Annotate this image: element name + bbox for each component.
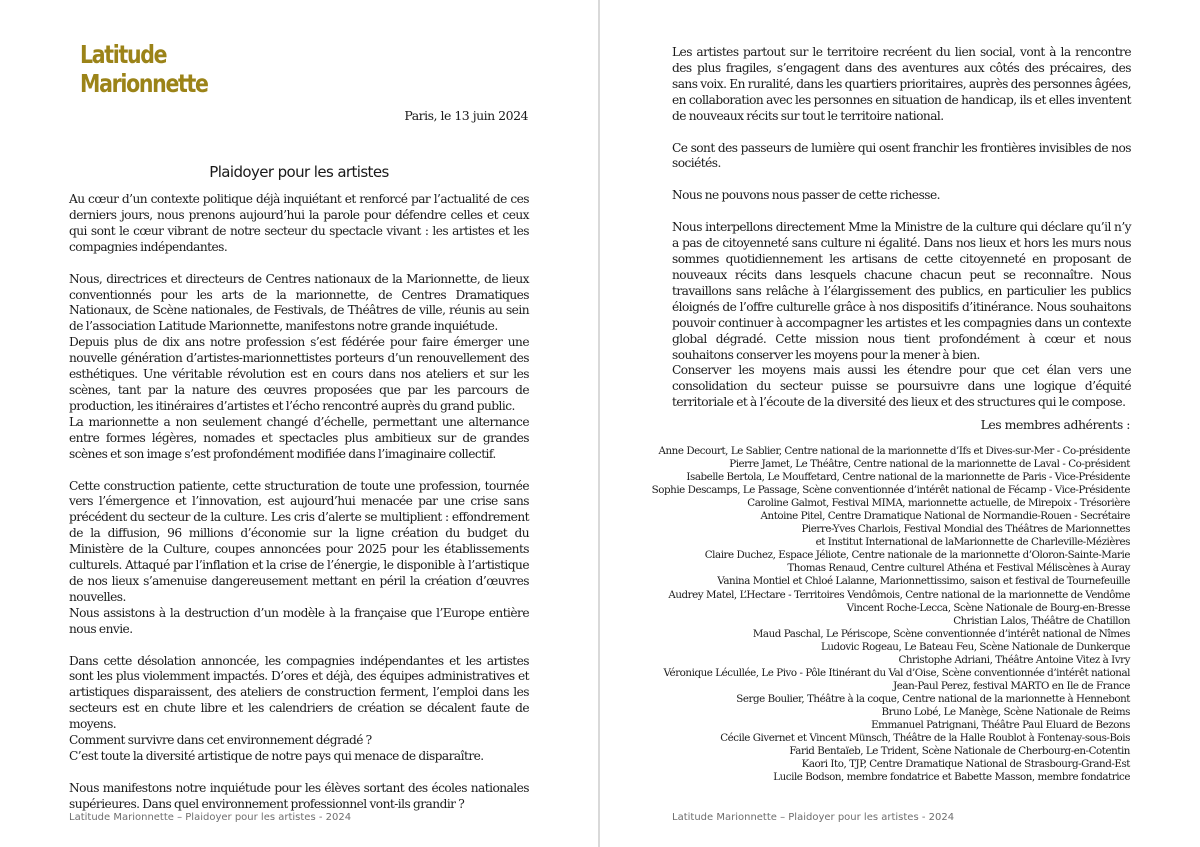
right-page-footer: Latitude Marionnette – Plaidoyer pour les artistes - 2024 [672,812,955,823]
left-page-footer: Latitude Marionnette – Plaidoyer pour les artistes - 2024 [69,812,352,823]
body-paragraph: Au cœur d’un contexte politique déjà inquiétant et renforcé par l’actualité de ces derniers jours, nous prenons aujourd’hui la parole pour défendre celles et ceux qui sont le cœur vibrant de notre secteur du spectacle vivant : les artistes et les compagnies indépendantes. [69,192,529,254]
paragraph-spacer [69,765,529,781]
paragraph-spacer [69,638,529,654]
member-item: Kaori Ito, TJP, Centre Dramatique National de Strasbourg-Grand-Est [801,758,1130,771]
member-item: Caroline Galmot, Festival MIMA, marionnette actuelle, de Mirepoix - Trésorière [747,497,1130,510]
members-heading: Les membres adhérents : [980,417,1130,432]
member-item: Jean-Paul Perez, festival MARTO en Ile de France [893,679,1130,692]
member-item: Claire Duchez, Espace Jéliote, Centre nationale de la marionnette d’Oloron-Sainte-Marie [704,549,1130,562]
member-item: Vincent Roche-Lecca, Scène Nationale de Bourg-en-Bresse [846,601,1130,614]
paragraph-spacer [672,204,1131,220]
members-section [610,417,1130,784]
member-item: Farid Bentaïeb, Le Trident, Scène Nationale de Cherbourg-en-Cotentin [789,745,1130,758]
body-paragraph: C’est toute la diversité artistique de notre pays qui menace de disparaître. [69,749,484,763]
member-item: Antoine Pitel, Centre Dramatique National de Normandie-Rouen - Secrétaire [760,510,1130,523]
member-item: Bruno Lobé, Le Manège, Scène Nationale de Reims [881,705,1130,718]
body-paragraph: Nous interpellons directement Mme la Ministre de la culture qui déclare qu’il n’y a pas de citoyenneté sans culture ni égalité. Dans nos lieux et hors les murs nous sommes quotidiennement les artisans de cette citoyenneté en proposant de nouveaux récits dans lesquels chacune chacun peut se reconnaître. Nous travaillons sans relâche à l’élargissement des publics, en particulier les publics éloignés de l’offre culturelle grâce à nos dispositifs d’itinérance. Nous souhaitons pouvoir continuer à accompagner les artistes et les compagnies dans un contexte global dégradé. Cette mission nous tient profondément à cœur et nous souhaitons conserver les moyens pour la mener à bien. [672,220,1131,362]
member-item: Ludovic Rogeau, Le Bateau Feu, Scène Nationale de Dunkerque [820,640,1130,653]
body-paragraph: Nous ne pouvons nous passer de cette richesse. [672,188,940,203]
right-body-text [672,45,1131,411]
member-item: Maud Paschal, Le Périscope, Scène conventionnée d’intérêt national de Nîmes [752,627,1130,640]
member-item: Christian Lalos, Théâtre de Chatillon [953,614,1130,627]
members-list [610,445,1130,784]
member-item: Isabelle Bertola, Le Mouffetard, Centre national de la marionnette de Paris - Vice-Présidente [686,471,1130,484]
body-paragraph: Nous manifestons notre inquiétude pour les élèves sortant des écoles nationales supérieures. Dans quel environnement professionnel vont-ils grandir ? [69,780,529,811]
member-item: Cécile Givernet et Vincent Münsch, Théâtre de la Halle Roublot à Fontenay-sous-Bois [720,732,1130,745]
member-item: Serge Boulier, Théâtre à la coque, Centre national de la marionnette à Hennebont [736,692,1130,705]
member-item: Emmanuel Patrignani, Théâtre Paul Eluard de Bezons [871,718,1130,731]
body-paragraph: Ce sont des passeurs de lumière qui osent franchir les frontières invisibles de nos sociétés. [672,140,1131,171]
left-page [0,0,598,847]
logo-line-2: Marionnette [80,69,208,98]
member-item: Pierre Jamet, Le Théâtre, Centre national de la marionnette de Laval - Co-président [729,458,1130,471]
body-paragraph: Nous, directrices et directeurs de Centres nationaux de la Marionnette, de lieux conventionnés pour les arts de la marionnette, de Centres Dramatiques Nationaux, de Scène nationales, de Festivals, de Théâtres de ville, réunis au sein de l’association Latitude Marionnette, manifestons notre grande inquiétude. [69,271,529,334]
member-item: et Institut International de laMarionnette de Charleville-Mézières [815,536,1130,549]
logo-line-1: Latitude [80,40,167,69]
paragraph-spacer [69,463,529,479]
member-item: Audrey Matel, L’Hectare - Territoires Vendômois, Centre national de la marionnette de Vendôme [668,588,1130,601]
letter-date: Paris, le 13 juin 2024 [404,108,528,123]
body-paragraph: Dans cette désolation annoncée, les compagnies indépendantes et les artistes sont les plus violemment impactés. D’ores et déjà, des équipes administratives et artistiques disparaissent, des ateliers de construction ferment, l’emploi dans les secteurs est en chute libre et les calendriers de création se décalent faute de moyens. [69,653,529,732]
body-paragraph: Cette construction patiente, cette structuration de toute une profession, tournée vers l’émergence et l’innovation, est aujourd’hui menacée par une crise sans précédent du secteur de la culture. Les cris d’alerte se multiplient : effondrement de la diffusion, 96 millions d’économie sur la ligne création du budget du Ministère de la Culture, coupes annoncées pour 2025 pour les établissements culturels. Attaqué par l’inflation et la crise de l’énergie, le disponible à l’artistique de nos lieux s’amenuise dangereusement mettant en péril la création d’œuvres nouvelles. [69,478,529,604]
member-item: Anne Decourt, Le Sablier, Centre national de la marionnette d’Ifs et Dives-sur-Mer - Co-présidente [658,445,1130,457]
member-item: Christophe Adriani, Théâtre Antoine Vitez à Ivry [898,653,1130,666]
body-paragraph: Conserver les moyens mais aussi les étendre pour que cet élan vers une consolidation du secteur puisse se poursuivre dans une logique d’équité territoriale et à l’écoute de la diversité des lieux et des structures qui le compose. [672,363,1131,410]
member-item: Sophie Descamps, Le Passage, Scène conventionnée d’intérêt national de Fécamp - Vice-Présidente [651,484,1130,497]
member-item: Vanina Montiel et Chloé Lalanne, Marionnettissimo, saison et festival de Tournefeuille [717,575,1130,588]
letter-title: Plaidoyer pour les artistes [209,163,389,181]
member-item: Lucile Bodson, membre fondatrice et Babette Masson, membre fondatrice [773,771,1130,784]
body-paragraph: La marionnette a non seulement changé d’échelle, permettant une alternance entre formes légères, nomades et spectacles plus ambitieux sur de grandes scènes et son image s’est profondément modifiée dans l’imaginaire collectif. [69,414,529,461]
paragraph-spacer [69,256,529,272]
right-page [600,0,1200,847]
paragraph-spacer [672,125,1131,141]
body-paragraph: Comment survivre dans cet environnement dégradé ? [69,733,372,748]
member-item: Pierre-Yves Charlois, Festival Mondial des Théâtres de Marionnettes [801,523,1130,536]
member-item: Véronique Lécullée, Le Pivo - Pôle Itinérant du Val d’Oise, Scène conventionnée d’intérêt national [663,666,1130,679]
body-paragraph: Nous assistons à la destruction d’un modèle à la française que l’Europe entière nous envie. [69,605,529,636]
body-paragraph: Les artistes partout sur le territoire recréent du lien social, vont à la rencontre des plus fragiles, s’engagent dans des aventures aux côtés des précaires, des sans voix. En ruralité, dans les quartiers prioritaires, auprès des personnes âgées, en collaboration avec les personnes en situation de handicap, ils et elles inventent de nouveaux récits sur tout le territoire national. [672,45,1131,123]
paragraph-spacer [672,172,1131,188]
left-body-text [69,192,529,813]
latitude-marionnette-logo [80,40,208,98]
body-paragraph: Depuis plus de dix ans notre profession s’est fédérée pour faire émerger une nouvelle génération d’artistes-marionnettistes porteurs d’un renouvellement des esthétiques. Une véritable révolution est en cours dans nos ateliers et sur les scènes, tant par la nature des œuvres proposées que par les parcours de production, les itinéraires d’artistes et l’écho rencontré auprès du grand public. [69,335,529,413]
member-item: Thomas Renaud, Centre culturel Athéna et Festival Méliscènes à Auray [787,562,1130,575]
